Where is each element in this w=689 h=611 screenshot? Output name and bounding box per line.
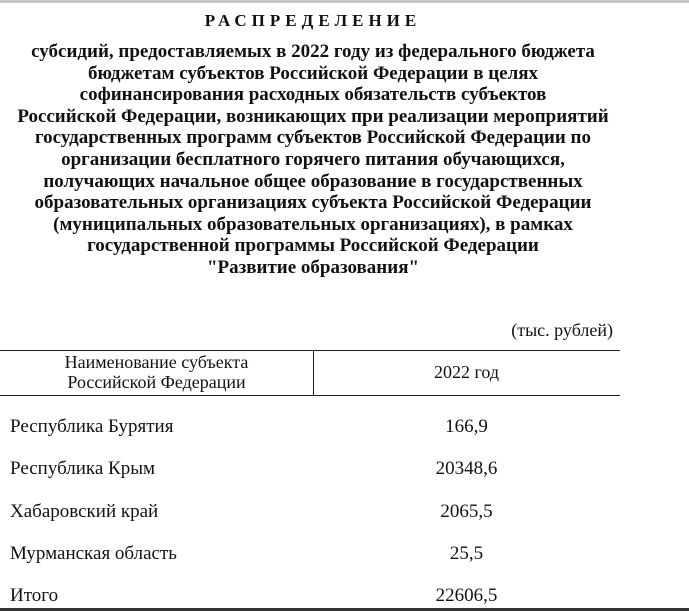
row-subject: Мурманская область bbox=[10, 543, 177, 564]
subtitle-line: "Развитие образования" bbox=[206, 256, 420, 278]
subtitle-line: государственных программ субъектов Российской Федерации по bbox=[34, 127, 591, 149]
document-subtitle bbox=[0, 41, 626, 279]
table-header-border bbox=[0, 395, 620, 396]
row-value: 166,9 bbox=[445, 416, 488, 437]
subtitle-line: государственной программы Российской Федерации bbox=[87, 235, 539, 257]
row-value: 25,5 bbox=[449, 543, 484, 564]
row-subject: Республика Бурятия bbox=[10, 416, 174, 437]
top-border bbox=[0, 0, 689, 3]
table-row bbox=[0, 501, 620, 525]
header-subject bbox=[0, 352, 313, 392]
subtitle-line: получающих начальное общее образование в государственных bbox=[43, 170, 583, 192]
header-subject-line2: Российской Федерации bbox=[67, 372, 246, 392]
subtitle-line: (муниципальных образовательных организациях), в рамках bbox=[53, 213, 573, 235]
row-value: 20348,6 bbox=[435, 458, 498, 479]
table-top-border bbox=[0, 350, 620, 351]
row-subject: Хабаровский край bbox=[10, 501, 159, 522]
units-label: (тыс. рублей) bbox=[511, 320, 613, 340]
subtitle-line: организации бесплатного горячего питания обучающихся, bbox=[61, 148, 565, 170]
subtitle-line: образовательных организациях субъекта Российской Федерации bbox=[34, 192, 592, 214]
header-subject-line1: Наименование субъекта bbox=[64, 352, 249, 372]
table-row bbox=[0, 458, 620, 482]
table-row bbox=[0, 543, 620, 567]
table-row bbox=[0, 416, 620, 440]
header-year: 2022 год bbox=[433, 362, 500, 382]
row-subject: Республика Крым bbox=[10, 458, 156, 479]
row-value: 2065,5 bbox=[440, 501, 493, 522]
subtitle-line: бюджетам субъектов Российской Федерации в целях bbox=[87, 62, 539, 84]
table-row-total bbox=[0, 585, 620, 609]
document-title: РАСПРЕДЕЛЕНИЕ bbox=[204, 11, 422, 30]
subtitle-line: Российской Федерации, возникающих при реализации мероприятий bbox=[17, 105, 609, 127]
row-value: 22606,5 bbox=[435, 585, 498, 606]
subtitle-line: софинансирования расходных обязательств субъектов bbox=[79, 84, 547, 106]
subtitle-line: субсидий, предоставляемых в 2022 году из федерального бюджета bbox=[31, 41, 595, 62]
row-subject: Итого bbox=[10, 585, 59, 606]
